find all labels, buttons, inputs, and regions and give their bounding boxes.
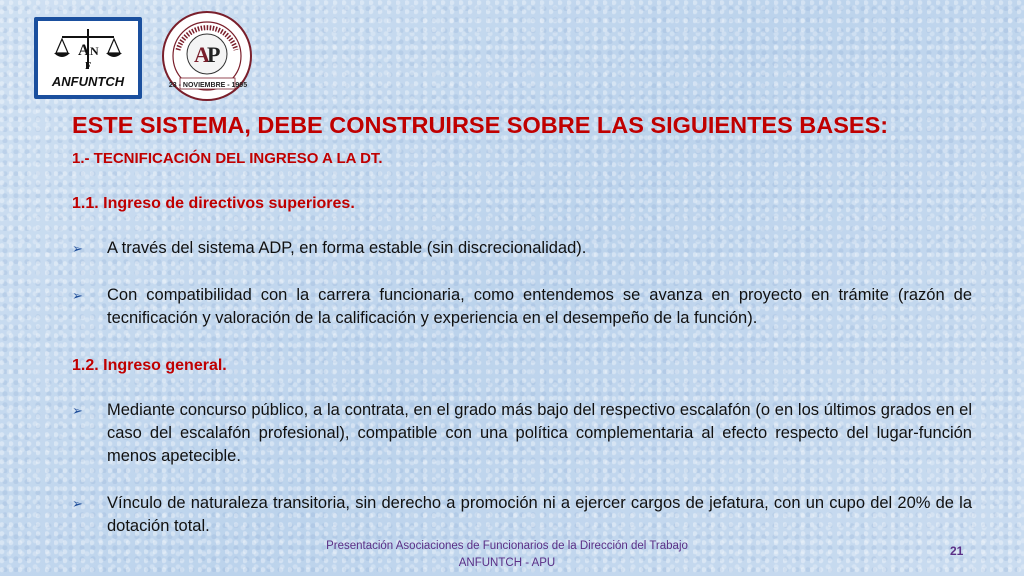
footer-line-2: ANFUNTCH - APU: [458, 557, 556, 569]
svg-text:A: A: [78, 42, 90, 59]
bullet-item: [72, 399, 972, 468]
seal-date: 23 - NOVIEMBRE - 1995: [168, 82, 248, 89]
arrow-bullet-icon: ➢: [72, 288, 83, 303]
slide-title: ESTE SISTEMA, DEBE CONSTRUIRSE SOBRE LAS SIGUIENTES BASES:: [72, 112, 889, 138]
bullet-text: Mediante concurso público, a la contrata, en el grado más bajo del respectivo escalafón (o en los últimos grados en el caso del escalafón profesional), compatible con una política complementaria al efecto respecto del lugar-función menos apetecible.: [107, 401, 972, 465]
bullet-text: A través del sistema ADP, en forma estable (sin discrecionalidad).: [107, 239, 587, 257]
svg-text:F: F: [85, 61, 92, 72]
footer-line-1: Presentación Asociaciones de Funcionarios de la Dirección del Trabajo: [326, 540, 688, 552]
apu-seal-logo: [160, 10, 255, 105]
svg-text:A: A: [194, 42, 210, 67]
bullet-text: Con compatibilidad con la carrera funcionaria, como entendemos se avanza en proyecto en trámite (razón de tecnificación y valoración de la calificación y experiencia en el desempeño de la función).: [107, 286, 972, 327]
section-heading-1-2: 1.2. Ingreso general.: [72, 357, 227, 374]
bullet-item: [72, 284, 972, 330]
anfuntch-logo: [34, 17, 142, 99]
section-heading-1: 1.- TECNIFICACIÓN DEL INGRESO A LA DT.: [72, 150, 383, 167]
arrow-bullet-icon: ➢: [72, 403, 83, 418]
svg-text:P: P: [207, 42, 221, 67]
bullet-item: [72, 492, 972, 538]
scales-icon: [52, 25, 124, 75]
arrow-bullet-icon: ➢: [72, 241, 83, 256]
bullet-item: [72, 237, 972, 260]
bullet-text: Vínculo de naturaleza transitoria, sin derecho a promoción ni a ejercer cargos de jefatura, con un cupo del 20% de la dotación total.: [107, 494, 972, 535]
svg-text:N: N: [90, 44, 99, 58]
arrow-bullet-icon: ➢: [72, 496, 83, 511]
logo-text: ANFUNTCH: [51, 74, 125, 89]
page-number: 21: [950, 544, 964, 558]
section-heading-1-1: 1.1. Ingreso de directivos superiores.: [72, 195, 355, 212]
